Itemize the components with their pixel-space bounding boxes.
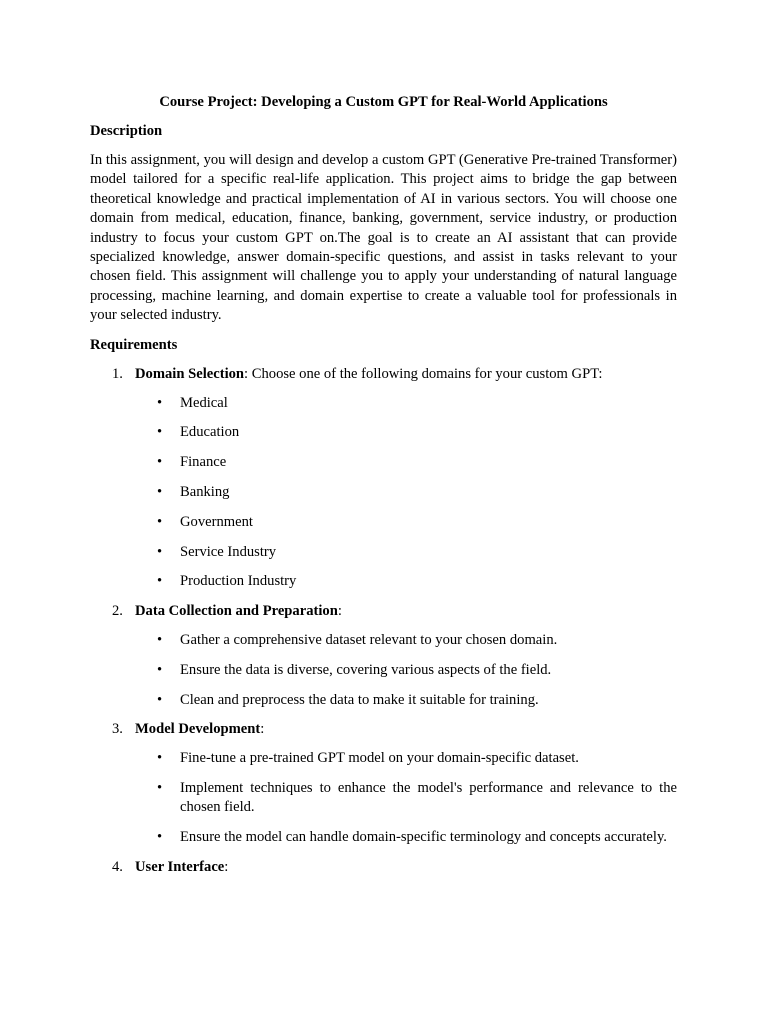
description-heading: Description [90,123,163,139]
requirement-item [90,858,677,877]
requirement-number: 3. [112,721,123,738]
requirement-bullet-list [135,749,677,848]
bullet-item [135,691,677,711]
bullet-item [135,483,677,503]
bullet-text: Ensure the model can handle domain-specific terminology and concepts accurately. [180,829,667,846]
bullet-icon: • [157,454,163,471]
requirement-number: 2. [112,602,123,619]
bullet-item [135,631,677,651]
requirement-item [90,365,677,592]
requirement-bullet-list [135,631,677,710]
requirement-item [90,720,677,848]
requirement-title: Domain Selection [135,365,245,382]
bullet-item [135,661,677,681]
requirement-text: : [260,721,265,738]
bullet-text: Government [180,513,253,530]
requirement-bullet-list [135,394,677,592]
requirement-title: Data Collection and Preparation [135,602,338,619]
requirements-list [90,365,677,877]
requirement-text: : Choose one of the following domains for your custom GPT: [244,365,603,382]
bullet-item [135,394,677,414]
requirement-number: 1. [112,365,123,382]
bullet-text: Production Industry [180,573,297,590]
bullet-icon: • [157,779,163,796]
bullet-item [135,513,677,533]
bullet-text: Clean and preprocess the data to make it suitable for training. [180,691,539,708]
bullet-text: Implement techniques to enhance the model's performance and relevance to the chosen field. [180,779,677,816]
bullet-item [135,828,677,848]
bullet-item [135,749,677,769]
bullet-icon: • [157,661,163,678]
requirements-heading: Requirements [90,336,178,353]
bullet-item [135,572,677,592]
bullet-item [135,423,677,443]
requirement-text: : [337,602,342,619]
bullet-icon: • [157,424,163,441]
bullet-text: Finance [180,454,227,471]
bullet-icon: • [157,394,163,411]
bullet-icon: • [157,484,163,501]
bullet-icon: • [157,829,163,846]
bullet-item [135,453,677,473]
requirement-text: : [224,858,229,875]
bullet-text: Gather a comprehensive dataset relevant to your chosen domain. [180,631,558,648]
bullet-icon: • [157,750,163,767]
requirement-item [90,602,677,710]
bullet-icon: • [157,573,163,590]
bullet-text: Ensure the data is diverse, covering various aspects of the field. [180,661,552,678]
bullet-item [135,543,677,563]
bullet-icon: • [157,691,163,708]
bullet-icon: • [157,513,163,530]
bullet-text: Medical [180,394,228,411]
bullet-icon: • [157,543,163,560]
bullet-text: Education [180,424,240,441]
bullet-text: Banking [180,484,230,501]
description-paragraph: In this assignment, you will design and develop a custom GPT (Generative Pre-trained Transformer) model tailored for a specific real-life application. This project aims to bridge the gap between theoretical knowledge and practical implementation of AI in various sectors. You will choose one domain from medical, education, finance, banking, government, service industry, or production industry to focus your custom GPT on.The goal is to create an AI assistant that can provide specialized knowledge, answer domain-specific questions, and assist in tasks relevant to your chosen field. This assignment will challenge you to apply your understanding of natural language processing, machine learning, and domain expertise to create a valuable tool for professionals in your selected industry. [90,152,677,324]
document-title: Course Project: Developing a Custom GPT for Real-World Applications [159,94,608,110]
bullet-item [135,779,677,818]
requirement-number: 4. [112,858,123,875]
bullet-icon: • [157,631,163,648]
bullet-text: Fine-tune a pre-trained GPT model on your domain-specific dataset. [180,750,579,767]
bullet-text: Service Industry [180,543,277,560]
document-content [90,93,677,887]
requirement-title: Model Development [135,721,261,738]
requirement-title: User Interface [135,858,225,875]
